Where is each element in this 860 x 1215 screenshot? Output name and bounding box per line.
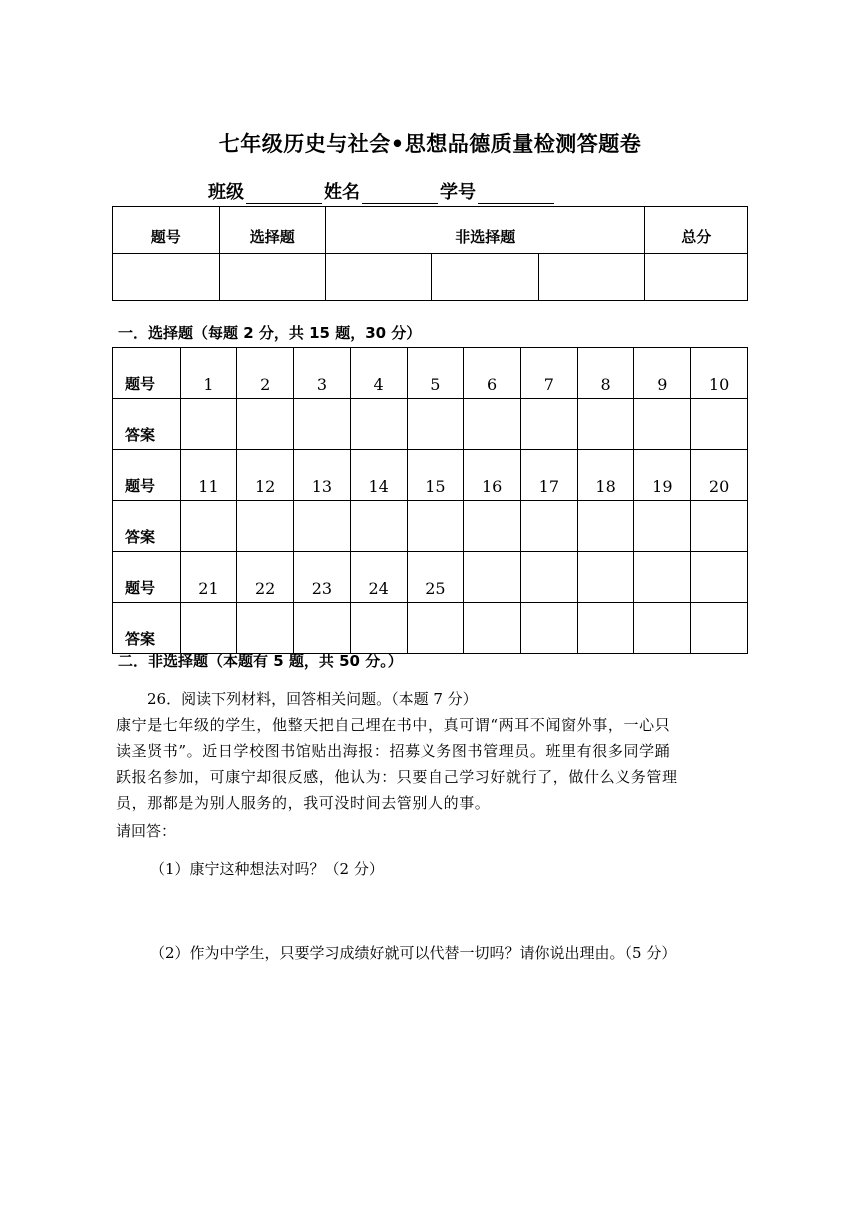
question-number-cell: [577, 552, 634, 603]
question-number-cell: 9: [634, 348, 691, 399]
question-number-cell: [691, 552, 748, 603]
question-number-cell: 12: [237, 450, 294, 501]
answer-cell[interactable]: [634, 501, 691, 552]
answer-cell[interactable]: [237, 501, 294, 552]
question-26-sub1: （1）康宁这种想法对吗？（2 分）: [150, 860, 384, 878]
answer-cell[interactable]: [464, 501, 521, 552]
answer-cell[interactable]: [634, 399, 691, 450]
material-line: 读圣贤书”。近日学校图书馆贴出海报：招募义务图书管理员。班里有很多同学踊: [116, 742, 671, 760]
answer-cell[interactable]: [294, 399, 351, 450]
answer-cell[interactable]: [691, 399, 748, 450]
question-number-cell: 19: [634, 450, 691, 501]
number-label: 学号: [440, 182, 476, 203]
answer-cell[interactable]: [350, 603, 407, 654]
answer-cell[interactable]: [350, 399, 407, 450]
question-number-cell: 7: [520, 348, 577, 399]
answer-cell[interactable]: [520, 399, 577, 450]
answer-cell[interactable]: [180, 603, 237, 654]
material-line: 跃报名参加，可康宁却很反感，他认为：只要自己学习好就行了，做什么义务管理: [116, 768, 678, 786]
question-number-cell: 11: [180, 450, 237, 501]
score-header-row: [113, 207, 748, 254]
answer-cell[interactable]: [691, 501, 748, 552]
score-cell[interactable]: [432, 254, 538, 301]
answer-cell[interactable]: [464, 399, 521, 450]
question-number-cell: 2: [237, 348, 294, 399]
question-number-cell: 3: [294, 348, 351, 399]
score-header-nonchoice: 非选择题: [326, 207, 645, 254]
question-number-cell: 18: [577, 450, 634, 501]
score-cell[interactable]: [538, 254, 644, 301]
answer-row: [113, 399, 748, 450]
row-label-answer: 答案: [113, 501, 181, 552]
row-label-number: 题号: [113, 450, 181, 501]
score-header-total: 总分: [645, 207, 748, 254]
answer-cell[interactable]: [577, 399, 634, 450]
question-number-row: [113, 348, 748, 399]
question-number-cell: [634, 552, 691, 603]
answer-cell[interactable]: [350, 501, 407, 552]
question-number-cell: 25: [407, 552, 464, 603]
question-number-cell: 17: [520, 450, 577, 501]
answer-cell[interactable]: [407, 399, 464, 450]
choice-answer-table: [112, 347, 748, 654]
score-cell[interactable]: [219, 254, 326, 301]
question-number-cell: [464, 552, 521, 603]
student-info-line: [208, 178, 556, 204]
question-number-cell: 16: [464, 450, 521, 501]
score-value-row: [113, 254, 748, 301]
question-number-row: [113, 450, 748, 501]
question-number-cell: 1: [180, 348, 237, 399]
answer-cell[interactable]: [237, 399, 294, 450]
answer-cell[interactable]: [180, 501, 237, 552]
row-label-answer: 答案: [113, 399, 181, 450]
question-26-material: [116, 712, 748, 816]
question-number-cell: 13: [294, 450, 351, 501]
name-blank[interactable]: [362, 185, 438, 204]
answer-cell[interactable]: [691, 603, 748, 654]
row-label-number: 题号: [113, 348, 181, 399]
question-number-cell: 15: [407, 450, 464, 501]
page-title: 七年级历史与社会•思想品德质量检测答题卷: [218, 132, 642, 156]
question-number-cell: 21: [180, 552, 237, 603]
score-header-number: 题号: [113, 207, 220, 254]
answer-cell[interactable]: [237, 603, 294, 654]
answer-cell[interactable]: [520, 603, 577, 654]
answer-cell[interactable]: [180, 399, 237, 450]
class-blank[interactable]: [246, 185, 322, 204]
answer-row: [113, 501, 748, 552]
answer-cell[interactable]: [464, 603, 521, 654]
question-26-prompt: 请回答：: [116, 822, 177, 840]
answer-cell[interactable]: [407, 501, 464, 552]
question-number-cell: [520, 552, 577, 603]
section1-heading: 一．选择题（每题 2 分，共 15 题，30 分）: [118, 324, 422, 342]
question-number-cell: 10: [691, 348, 748, 399]
question-number-cell: 23: [294, 552, 351, 603]
answer-cell[interactable]: [294, 603, 351, 654]
material-line: 员，那都是为别人服务的，我可没时间去管别人的事。: [116, 794, 491, 812]
name-label: 姓名: [324, 182, 360, 203]
question-26-title: 26．阅读下列材料，回答相关问题。（本题 7 分）: [147, 690, 478, 708]
material-line: 康宁是七年级的学生，他整天把自己埋在书中，真可谓“两耳不闻窗外事，一心只: [116, 716, 671, 734]
answer-cell[interactable]: [577, 603, 634, 654]
answer-cell[interactable]: [520, 501, 577, 552]
answer-cell[interactable]: [407, 603, 464, 654]
answer-cell[interactable]: [634, 603, 691, 654]
answer-cell[interactable]: [294, 501, 351, 552]
section2-heading: 二．非选择题（本题有 5 题，共 50 分。）: [118, 652, 403, 670]
score-cell[interactable]: [645, 254, 748, 301]
score-cell[interactable]: [326, 254, 432, 301]
question-number-cell: 20: [691, 450, 748, 501]
question-26-sub2: （2）作为中学生，只要学习成绩好就可以代替一切吗？请你说出理由。（5 分）: [150, 944, 677, 962]
row-label-number: 题号: [113, 552, 181, 603]
question-number-cell: 8: [577, 348, 634, 399]
score-header-choice: 选择题: [219, 207, 326, 254]
score-table: [112, 206, 748, 301]
question-number-cell: 24: [350, 552, 407, 603]
class-label: 班级: [208, 182, 244, 203]
question-number-cell: 5: [407, 348, 464, 399]
question-number-cell: 22: [237, 552, 294, 603]
number-blank[interactable]: [478, 185, 554, 204]
question-number-cell: 4: [350, 348, 407, 399]
question-number-row: [113, 552, 748, 603]
score-cell[interactable]: [113, 254, 220, 301]
answer-row: [113, 603, 748, 654]
answer-cell[interactable]: [577, 501, 634, 552]
question-number-cell: 6: [464, 348, 521, 399]
row-label-answer: 答案: [113, 603, 181, 654]
question-number-cell: 14: [350, 450, 407, 501]
